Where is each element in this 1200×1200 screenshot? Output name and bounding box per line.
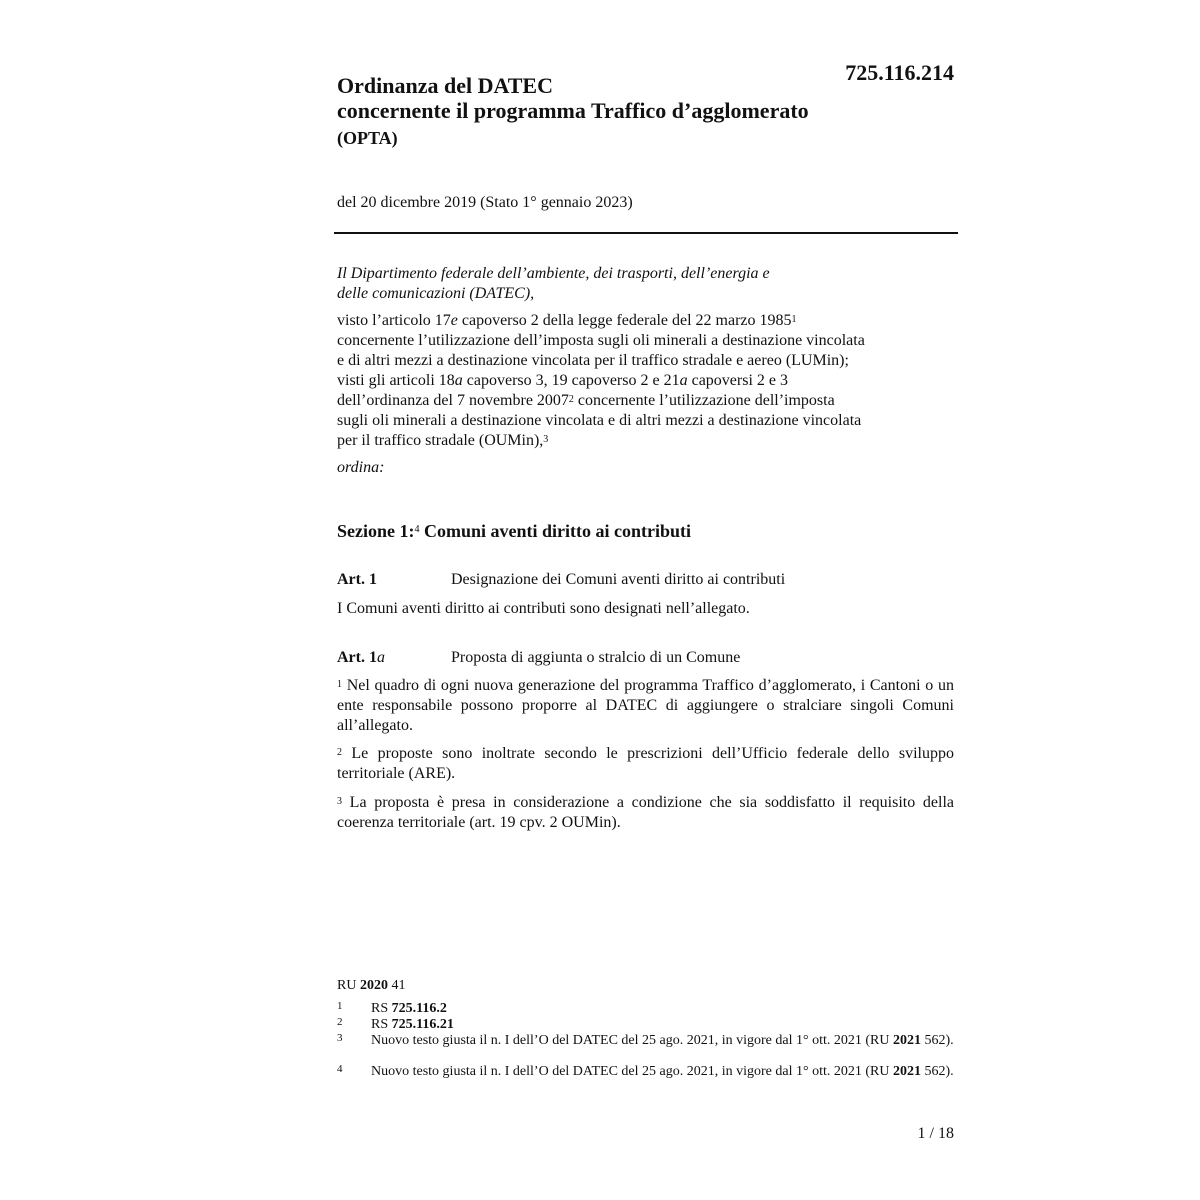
article-number-suffix: a <box>376 649 385 666</box>
paragraph-number: 1 <box>337 679 342 690</box>
paragraph-text: Le proposte sono inoltrate secondo le prescrizioni dell’Ufficio federale dello sviluppo territoriale (ARE). <box>337 745 954 782</box>
recitals <box>337 311 957 451</box>
article-number <box>337 648 451 668</box>
title-line-3: (OPTA) <box>337 128 398 148</box>
recital-italic: a <box>679 372 688 389</box>
recital-text: concernente l’utilizzazione dell’imposta sugli oli minerali a destinazione vincolata <box>337 332 865 349</box>
section-1-heading <box>337 519 691 543</box>
paragraph-number: 2 <box>337 747 342 758</box>
recital-text: visti gli articoli 18 <box>337 372 455 389</box>
paragraph-1 <box>337 676 954 736</box>
footnote-number: 2 <box>337 1016 343 1028</box>
paragraph-3 <box>337 793 954 833</box>
authority-line-1: Il Dipartimento federale dell’ambiente, dei trasporti, dell’energia e <box>337 265 770 282</box>
footnote-ref-3[interactable]: 3 <box>543 434 549 445</box>
document-title <box>337 73 897 153</box>
footnote-bold: 2021 <box>892 1064 921 1079</box>
recital-text: concernente l’utilizzazione dell’imposta <box>573 392 835 409</box>
footnote-1 <box>337 1001 957 1016</box>
article-1a-heading <box>337 648 957 668</box>
section-title: Comuni aventi diritto ai contributi <box>419 521 691 541</box>
article-number: Art. 1 <box>337 571 377 588</box>
paragraph-2 <box>337 744 954 784</box>
ru-page: 41 <box>387 978 406 993</box>
footnote-bold: 2021 <box>892 1033 921 1048</box>
ordina-label: ordina: <box>337 459 385 476</box>
ru-prefix: RU <box>337 978 360 993</box>
title-line-2: concernente il programma Traffico d’agglomerato <box>337 98 809 123</box>
header-divider <box>334 232 958 234</box>
footnote-text: 562). <box>920 1033 954 1048</box>
footnote-ref-4[interactable]: 4 <box>414 524 420 535</box>
footnote-text: Nuovo testo giusta il n. I dell’O del DATEC del 25 ago. 2021, in vigore dal 1° ott. 2021 (RU <box>371 1033 893 1048</box>
footnote-number: 4 <box>337 1063 343 1075</box>
page-number: 1 / 18 <box>917 1125 954 1142</box>
recital-text: per il traffico stradale (OUMin), <box>337 432 544 449</box>
article-title: Proposta di aggiunta o stralcio di un Comune <box>451 649 741 666</box>
footnote-number: 3 <box>337 1032 343 1044</box>
footnote-number: 1 <box>337 1000 343 1012</box>
footnote-bold: 725.116.21 <box>391 1017 454 1032</box>
footnote-ref-2[interactable]: 2 <box>568 394 574 405</box>
footnote-text: 562). <box>920 1064 954 1079</box>
paragraph-text: Nel quadro di ogni nuova generazione del programma Traffico d’agglomerato, i Cantoni o un ente responsabile possono proporre al DATEC di aggiungere o stralciare singoli Comuni all’allegato. <box>337 677 954 734</box>
article-number-base: Art. 1 <box>337 649 377 666</box>
recital-text: capoversi 2 e 3 <box>687 372 788 389</box>
recital-text: e di altri mezzi a destinazione vincolata per il traffico stradale e aereo (LUMin); <box>337 352 849 369</box>
footnote-ref-1[interactable]: 1 <box>791 314 797 325</box>
ru-year: 2020 <box>359 978 388 993</box>
recital-text: capoverso 3, 19 capoverso 2 e 21 <box>462 372 680 389</box>
recital-text: visto l’articolo 17 <box>337 312 451 329</box>
footnote-text: Nuovo testo giusta il n. I dell’O del DATEC del 25 ago. 2021, in vigore dal 1° ott. 2021 (RU <box>371 1064 893 1079</box>
issuing-authority <box>337 264 957 304</box>
ru-reference <box>337 978 405 994</box>
sr-number: 725.116.214 <box>845 60 954 85</box>
title-line-1: Ordinanza del DATEC <box>337 73 553 98</box>
recital-text: sugli oli minerali a destinazione vincolata e di altri mezzi a destinazione vincolata <box>337 412 862 429</box>
article-title: Designazione dei Comuni aventi diritto ai contributi <box>451 571 786 588</box>
article-1-text: I Comuni aventi diritto ai contributi sono designati nell’allegato. <box>337 600 750 617</box>
date-line: del 20 dicembre 2019 (Stato 1° gennaio 2023) <box>337 194 633 211</box>
footnote-bold: 725.116.2 <box>391 1001 447 1016</box>
recital-italic: e <box>450 312 458 329</box>
footnote-2 <box>337 1017 957 1032</box>
article-1-heading <box>337 570 957 590</box>
paragraph-text: La proposta è presa in considerazione a condizione che sia soddisfatto il requisito della coerenza territoriale (art. 19 cpv. 2 OUMin). <box>337 794 954 831</box>
footnote-text: RS <box>371 1017 392 1032</box>
recital-text: capoverso 2 della legge federale del 22 marzo 1985 <box>457 312 792 329</box>
recital-text: dell’ordinanza del 7 novembre 2007 <box>337 392 569 409</box>
recital-italic: a <box>454 372 463 389</box>
authority-line-2: delle comunicazioni (DATEC), <box>337 285 535 302</box>
section-label: Sezione 1: <box>337 521 415 541</box>
footnote-4 <box>337 1064 957 1079</box>
footnote-3 <box>337 1033 957 1048</box>
paragraph-number: 3 <box>337 796 342 807</box>
footnote-text: RS <box>371 1001 392 1016</box>
